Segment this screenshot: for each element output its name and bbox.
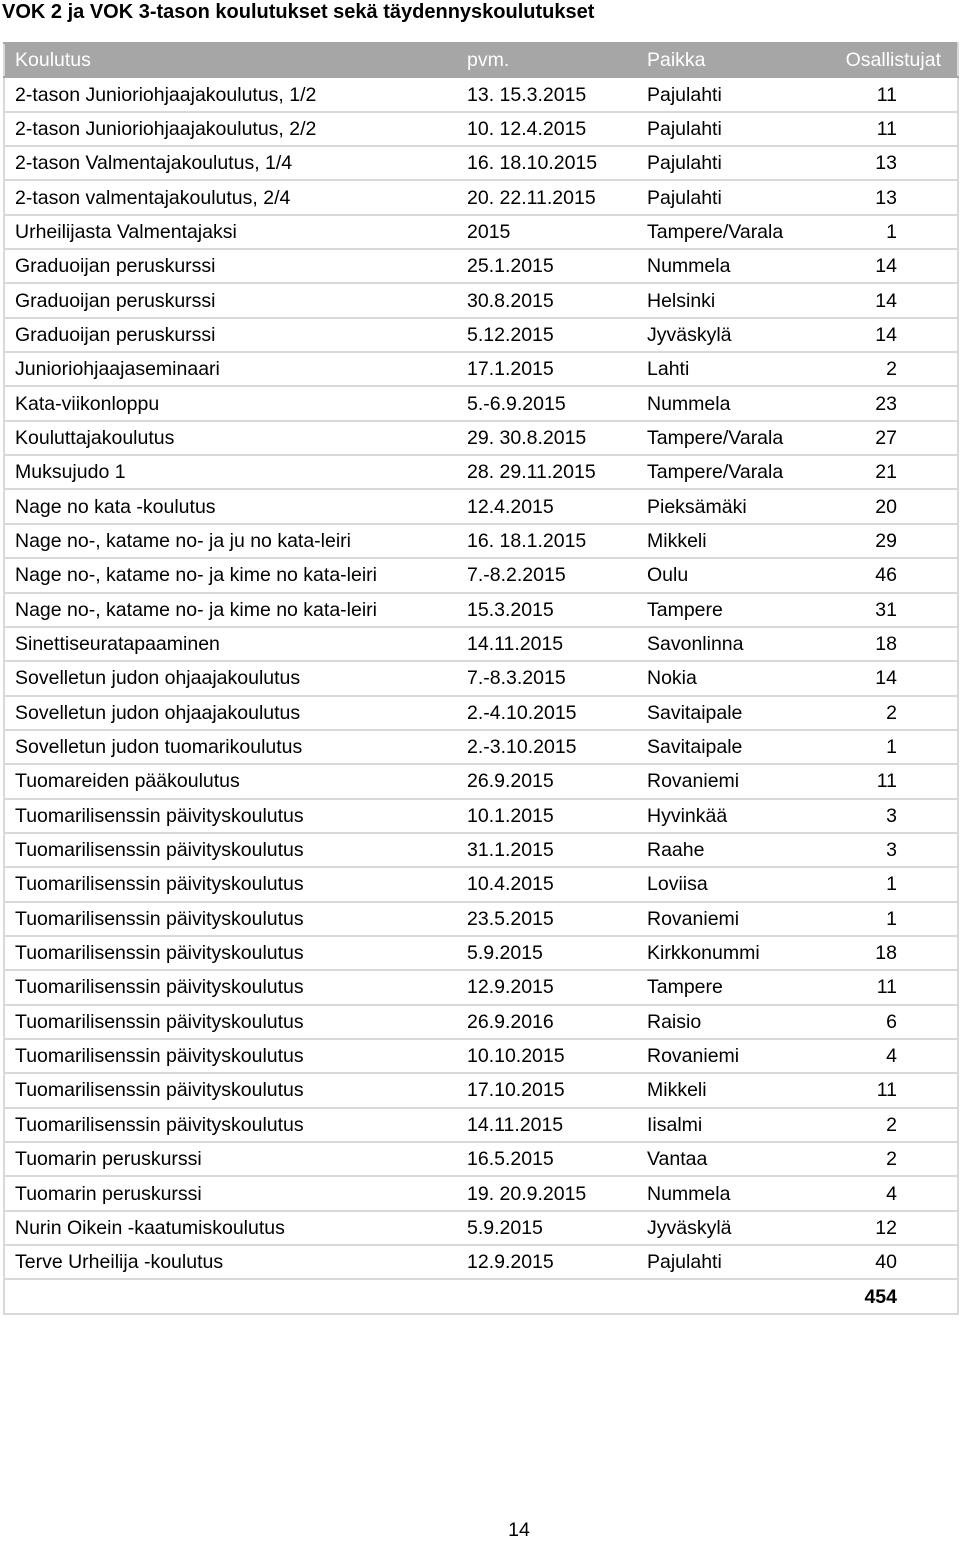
cell-date: 23.5.2015 [457, 902, 637, 936]
cell-participants: 29 [817, 524, 958, 558]
table-row [4, 970, 958, 1004]
cell-participants: 13 [817, 180, 958, 214]
cell-date: 13. 15.3.2015 [457, 77, 637, 111]
cell-participants: 14 [817, 283, 958, 317]
cell-course: Kata-viikonloppu [4, 386, 457, 420]
cell-participants: 31 [817, 593, 958, 627]
table-row [4, 421, 958, 455]
cell-place: Rovaniemi [637, 902, 817, 936]
cell-participants: 2 [817, 1108, 958, 1142]
table-row [4, 902, 958, 936]
cell-course: Junioriohjaajaseminaari [4, 352, 457, 386]
cell-course: Tuomarilisenssin päivityskoulutus [4, 1108, 457, 1142]
cell-place: Raahe [637, 833, 817, 867]
cell-date: 25.1.2015 [457, 249, 637, 283]
cell-course: Sovelletun judon ohjaajakoulutus [4, 696, 457, 730]
table-row [4, 318, 958, 352]
cell-course: Tuomareiden pääkoulutus [4, 764, 457, 798]
table-row [4, 661, 958, 695]
cell-date: 26.9.2015 [457, 764, 637, 798]
cell-participants: 11 [817, 1073, 958, 1107]
cell-participants: 23 [817, 386, 958, 420]
cell-place: Pajulahti [637, 180, 817, 214]
table-row [4, 1142, 958, 1176]
table-row [4, 1245, 958, 1279]
cell-place: Rovaniemi [637, 764, 817, 798]
cell-date: 10.4.2015 [457, 867, 637, 901]
table-row [4, 352, 958, 386]
total-participants: 454 [817, 1279, 958, 1313]
table-row [4, 799, 958, 833]
table-row [4, 867, 958, 901]
cell-course: Graduoijan peruskurssi [4, 283, 457, 317]
cell-course: Tuomarilisenssin päivityskoulutus [4, 1073, 457, 1107]
cell-participants: 2 [817, 1142, 958, 1176]
cell-date: 12.9.2015 [457, 970, 637, 1004]
cell-place: Raisio [637, 1005, 817, 1039]
cell-date: 19. 20.9.2015 [457, 1176, 637, 1210]
cell-course: Tuomarilisenssin päivityskoulutus [4, 1005, 457, 1039]
cell-course: 2-tason Valmentajakoulutus, 1/4 [4, 146, 457, 180]
cell-participants: 14 [817, 318, 958, 352]
cell-course: Sovelletun judon ohjaajakoulutus [4, 661, 457, 695]
cell-course: Nage no kata -koulutus [4, 489, 457, 523]
cell-date: 14.11.2015 [457, 627, 637, 661]
cell-date: 2.-4.10.2015 [457, 696, 637, 730]
cell-date: 2015 [457, 215, 637, 249]
table-row [4, 558, 958, 592]
cell-date: 16.5.2015 [457, 1142, 637, 1176]
cell-course: Nage no-, katame no- ja kime no kata-leiri [4, 558, 457, 592]
cell-participants: 1 [817, 730, 958, 764]
table-row [4, 1211, 958, 1245]
table-row [4, 146, 958, 180]
cell-course: Tuomarin peruskurssi [4, 1142, 457, 1176]
cell-participants: 46 [817, 558, 958, 592]
table-row [4, 524, 958, 558]
cell-course: Tuomarilisenssin päivityskoulutus [4, 936, 457, 970]
column-header-participants: Osallistujat [817, 43, 958, 77]
table-body [4, 77, 958, 1279]
cell-date: 16. 18.10.2015 [457, 146, 637, 180]
cell-course: 2-tason Junioriohjaajakoulutus, 2/2 [4, 112, 457, 146]
table-row [4, 283, 958, 317]
table-row [4, 180, 958, 214]
cell-date: 5.-6.9.2015 [457, 386, 637, 420]
table-row [4, 1073, 958, 1107]
cell-course: Nage no-, katame no- ja kime no kata-leiri [4, 593, 457, 627]
cell-date: 31.1.2015 [457, 833, 637, 867]
cell-participants: 14 [817, 249, 958, 283]
cell-date: 16. 18.1.2015 [457, 524, 637, 558]
cell-place: Savitaipale [637, 696, 817, 730]
cell-participants: 1 [817, 867, 958, 901]
cell-date: 30.8.2015 [457, 283, 637, 317]
courses-table [3, 42, 959, 1315]
cell-course: Muksujudo 1 [4, 455, 457, 489]
cell-date: 5.9.2015 [457, 1211, 637, 1245]
cell-place: Nummela [637, 386, 817, 420]
cell-place: Tampere [637, 970, 817, 1004]
table-row [4, 386, 958, 420]
cell-date: 2.-3.10.2015 [457, 730, 637, 764]
cell-date: 10.10.2015 [457, 1039, 637, 1073]
cell-course: Tuomarilisenssin päivityskoulutus [4, 1039, 457, 1073]
table-header-row [4, 43, 958, 77]
cell-participants: 27 [817, 421, 958, 455]
page-title: VOK 2 ja VOK 3-tason koulutukset sekä täydennyskoulutukset [2, 1, 595, 23]
cell-place: Pieksämäki [637, 489, 817, 523]
cell-date: 10.1.2015 [457, 799, 637, 833]
cell-place: Tampere [637, 593, 817, 627]
cell-participants: 18 [817, 936, 958, 970]
cell-participants: 12 [817, 1211, 958, 1245]
cell-course: Tuomarilisenssin päivityskoulutus [4, 799, 457, 833]
cell-date: 7.-8.3.2015 [457, 661, 637, 695]
cell-participants: 3 [817, 833, 958, 867]
cell-date: 26.9.2016 [457, 1005, 637, 1039]
cell-course: Tuomarilisenssin päivityskoulutus [4, 833, 457, 867]
cell-participants: 18 [817, 627, 958, 661]
cell-place: Nokia [637, 661, 817, 695]
table-row [4, 593, 958, 627]
column-header-course: Koulutus [4, 43, 457, 77]
cell-place: Kirkkonummi [637, 936, 817, 970]
cell-place: Tampere/Varala [637, 455, 817, 489]
cell-course: Nurin Oikein -kaatumiskoulutus [4, 1211, 457, 1245]
cell-course: Tuomarin peruskurssi [4, 1176, 457, 1210]
cell-place: Loviisa [637, 867, 817, 901]
cell-course: Tuomarilisenssin päivityskoulutus [4, 867, 457, 901]
cell-place: Pajulahti [637, 146, 817, 180]
cell-course: Graduoijan peruskurssi [4, 249, 457, 283]
table-row [4, 1005, 958, 1039]
cell-course: Kouluttajakoulutus [4, 421, 457, 455]
cell-course: Tuomarilisenssin päivityskoulutus [4, 970, 457, 1004]
cell-participants: 11 [817, 77, 958, 111]
cell-participants: 14 [817, 661, 958, 695]
cell-place: Savitaipale [637, 730, 817, 764]
total-empty-cell [637, 1279, 817, 1313]
cell-participants: 21 [817, 455, 958, 489]
table-row [4, 1039, 958, 1073]
cell-participants: 1 [817, 902, 958, 936]
cell-place: Pajulahti [637, 1245, 817, 1279]
cell-participants: 2 [817, 696, 958, 730]
cell-place: Jyväskylä [637, 318, 817, 352]
cell-participants: 40 [817, 1245, 958, 1279]
total-empty-cell [457, 1279, 637, 1313]
cell-date: 5.12.2015 [457, 318, 637, 352]
table-row [4, 112, 958, 146]
cell-place: Vantaa [637, 1142, 817, 1176]
table-row [4, 696, 958, 730]
cell-date: 12.4.2015 [457, 489, 637, 523]
cell-date: 17.10.2015 [457, 1073, 637, 1107]
cell-date: 20. 22.11.2015 [457, 180, 637, 214]
table-row [4, 249, 958, 283]
cell-course: Sovelletun judon tuomarikoulutus [4, 730, 457, 764]
cell-participants: 4 [817, 1176, 958, 1210]
table-row [4, 627, 958, 661]
cell-participants: 11 [817, 970, 958, 1004]
cell-place: Iisalmi [637, 1108, 817, 1142]
cell-place: Savonlinna [637, 627, 817, 661]
total-row [4, 1279, 958, 1313]
cell-place: Pajulahti [637, 112, 817, 146]
cell-participants: 1 [817, 215, 958, 249]
table-row [4, 489, 958, 523]
cell-date: 12.9.2015 [457, 1245, 637, 1279]
cell-date: 5.9.2015 [457, 936, 637, 970]
cell-participants: 13 [817, 146, 958, 180]
cell-course: 2-tason Junioriohjaajakoulutus, 1/2 [4, 77, 457, 111]
total-empty-cell [4, 1279, 457, 1313]
cell-place: Pajulahti [637, 77, 817, 111]
cell-course: 2-tason valmentajakoulutus, 2/4 [4, 180, 457, 214]
cell-place: Rovaniemi [637, 1039, 817, 1073]
cell-place: Jyväskylä [637, 1211, 817, 1245]
cell-date: 15.3.2015 [457, 593, 637, 627]
cell-date: 14.11.2015 [457, 1108, 637, 1142]
table-row [4, 1176, 958, 1210]
cell-date: 17.1.2015 [457, 352, 637, 386]
cell-course: Urheilijasta Valmentajaksi [4, 215, 457, 249]
cell-participants: 11 [817, 112, 958, 146]
cell-participants: 20 [817, 489, 958, 523]
cell-place: Lahti [637, 352, 817, 386]
cell-place: Nummela [637, 249, 817, 283]
cell-course: Nage no-, katame no- ja ju no kata-leiri [4, 524, 457, 558]
cell-place: Hyvinkää [637, 799, 817, 833]
table-row [4, 833, 958, 867]
cell-course: Tuomarilisenssin päivityskoulutus [4, 902, 457, 936]
cell-place: Oulu [637, 558, 817, 592]
table-row [4, 1108, 958, 1142]
table-row [4, 936, 958, 970]
cell-place: Mikkeli [637, 524, 817, 558]
page-number: 14 [508, 1519, 530, 1541]
cell-course: Terve Urheilija -koulutus [4, 1245, 457, 1279]
cell-date: 29. 30.8.2015 [457, 421, 637, 455]
table-row [4, 764, 958, 798]
cell-participants: 6 [817, 1005, 958, 1039]
cell-place: Tampere/Varala [637, 215, 817, 249]
cell-place: Nummela [637, 1176, 817, 1210]
cell-participants: 2 [817, 352, 958, 386]
cell-participants: 11 [817, 764, 958, 798]
table-row [4, 730, 958, 764]
table-row [4, 455, 958, 489]
cell-date: 10. 12.4.2015 [457, 112, 637, 146]
cell-place: Helsinki [637, 283, 817, 317]
cell-course: Sinettiseuratapaaminen [4, 627, 457, 661]
table-row [4, 215, 958, 249]
cell-place: Mikkeli [637, 1073, 817, 1107]
cell-course: Graduoijan peruskurssi [4, 318, 457, 352]
table-row [4, 77, 958, 111]
column-header-date: pvm. [457, 43, 637, 77]
cell-date: 7.-8.2.2015 [457, 558, 637, 592]
cell-participants: 4 [817, 1039, 958, 1073]
column-header-place: Paikka [637, 43, 817, 77]
cell-participants: 3 [817, 799, 958, 833]
cell-date: 28. 29.11.2015 [457, 455, 637, 489]
cell-place: Tampere/Varala [637, 421, 817, 455]
